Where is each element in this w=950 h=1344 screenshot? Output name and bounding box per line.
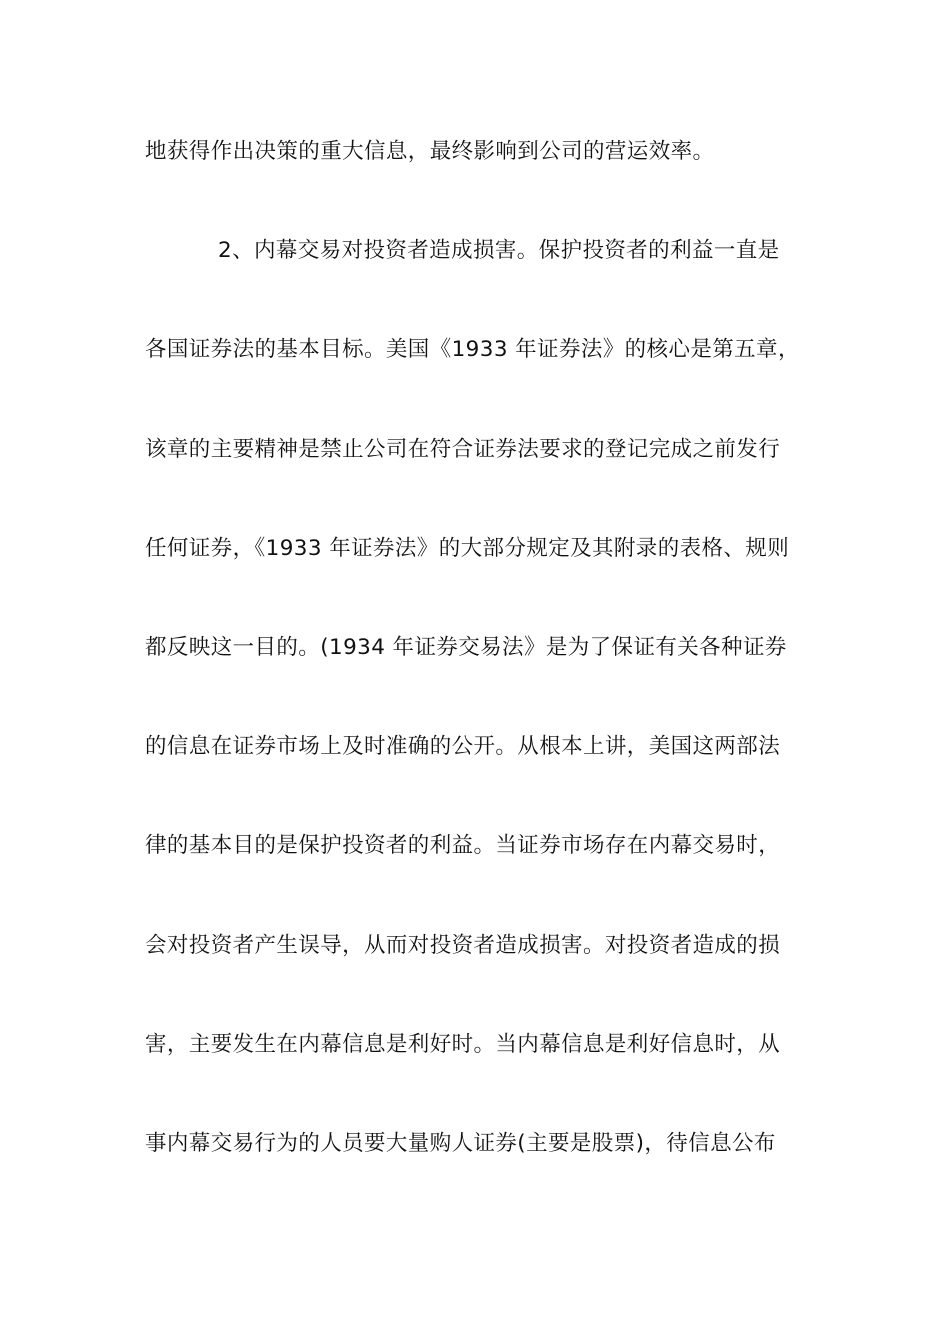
text-line: 各国证券法的基本目标。美国《1933 年证券法》的核心是第五章， — [145, 337, 800, 363]
text-line: 事内幕交易行为的人员要大量购人证券(主要是股票)，待信息公布 — [145, 1130, 776, 1156]
text-line: 地获得作出决策的重大信息，最终影响到公司的营运效率。 — [145, 139, 715, 164]
text-line: 害，主要发生在内幕信息是利好时。当内幕信息是利好信息时，从 — [145, 1031, 781, 1057]
text-line: 都反映这一目的。(1934 年证券交易法》是为了保证有关各种证券 — [145, 634, 787, 660]
text-line: 的信息在证券市场上及时准确的公开。从根本上讲，美国这两部法 — [145, 734, 781, 760]
text-line: 该章的主要精神是禁止公司在符合证券法要求的登记完成之前发行 — [145, 436, 781, 462]
text-line: 任何证券，《1933 年证券法》的大部分规定及其附录的表格、规则 — [145, 535, 790, 561]
text-line: 律的基本目的是保护投资者的利益。当证券市场存在内幕交易时， — [145, 833, 781, 859]
text-line: 会对投资者产生误导，从而对投资者造成损害。对投资者造成的损 — [145, 932, 781, 958]
paragraph-start-line: 2、内幕交易对投资者造成损害。保护投资者的利益一直是 — [218, 238, 780, 264]
body-text — [145, 128, 810, 1219]
